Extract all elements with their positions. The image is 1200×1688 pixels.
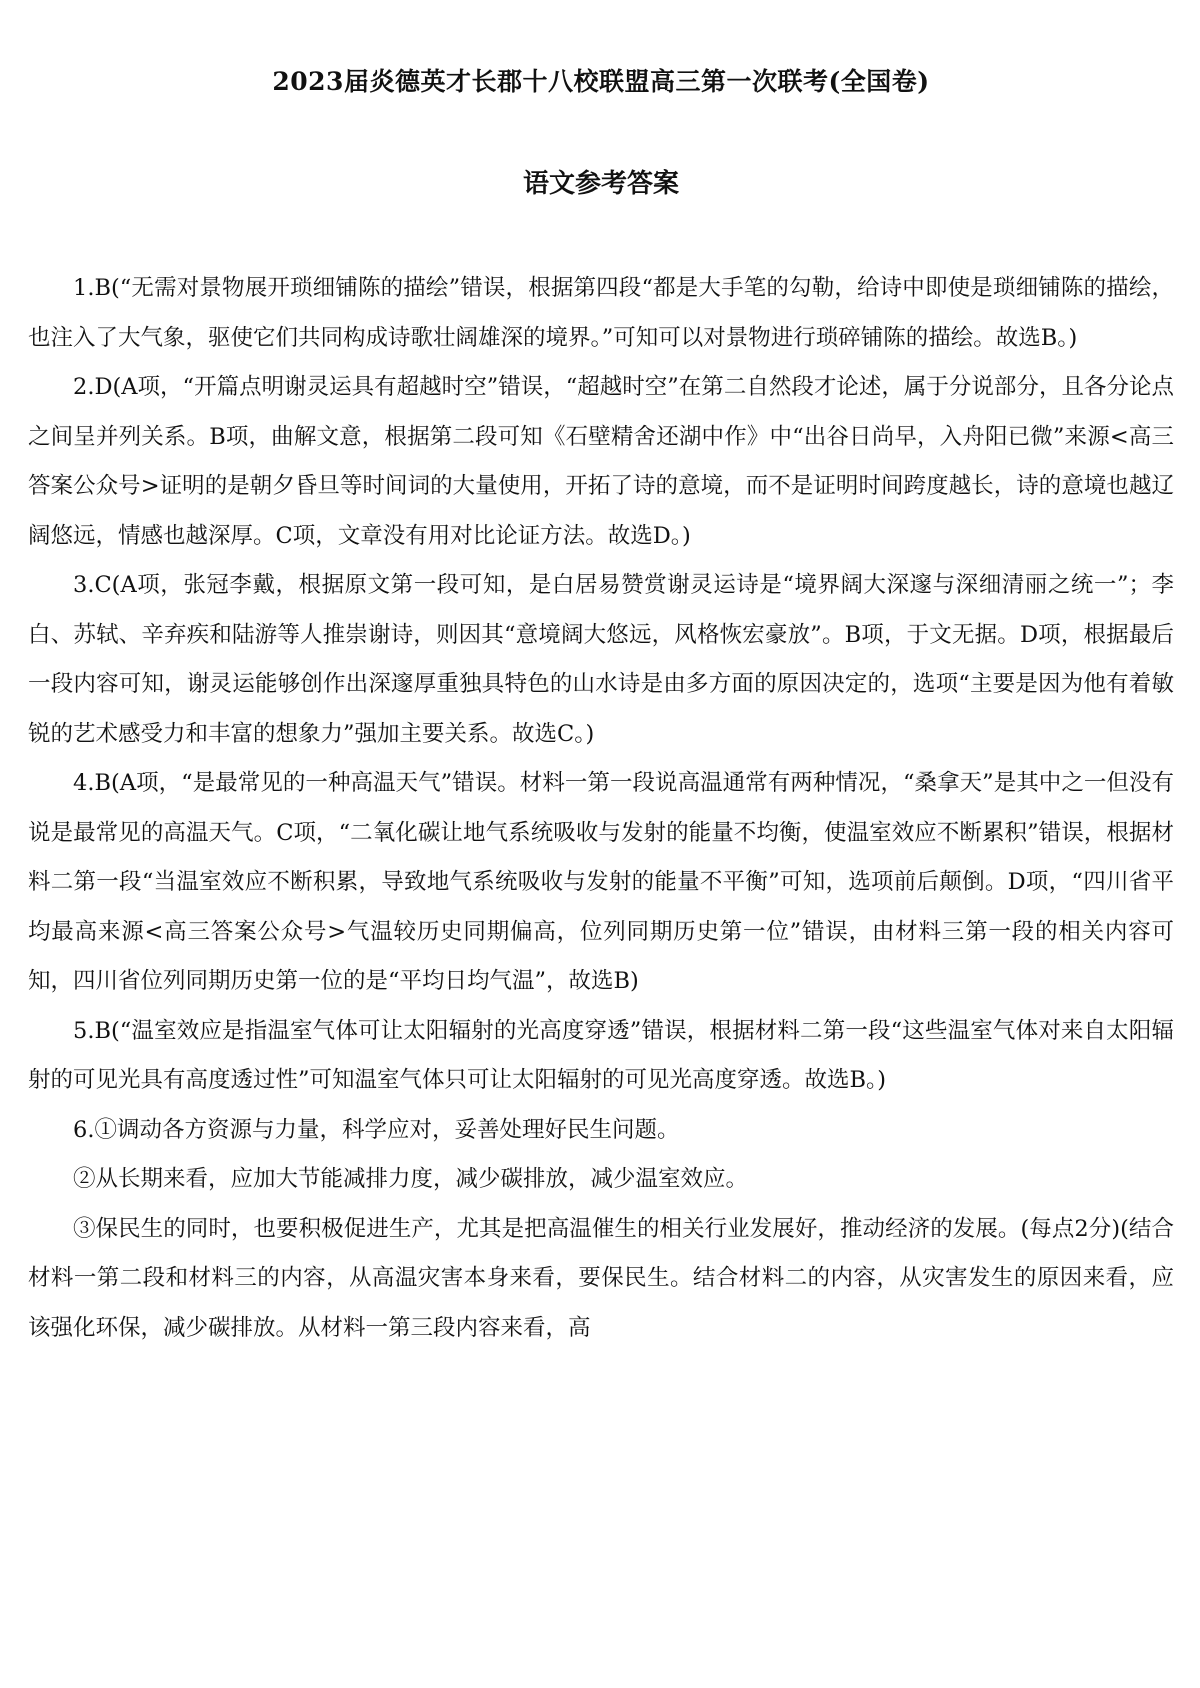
answer-item-4: 4.B(A项，“是最常见的一种高温天气”错误。材料一第一段说高温通常有两种情况，“桑拿天”是其中之一但没有说是最常见的高温天气。C项，“二氧化碳让地气系统吸收与发射的能量不均衡，使温室效应不断累积”错误，根据材料二第一段“当温室效应不断积累，导致地气系统吸收与发射的能量不平衡”可知，选项前后颠倒。D项，“四川省平均最高来源<高三答案公众号>气温较历史同期偏高，位列同期历史第一位”错误，由材料三第一段的相关内容可知，四川省位列同期历史第一位的是“平均日均气温”，故选B) (28, 770, 1174, 994)
page-title: 2023届炎德英才长郡十八校联盟高三第一次联考(全国卷) (272, 67, 930, 96)
answer-item-6-point-2: ②从长期来看，应加大节能减排力度，减少碳排放，减少温室效应。 (73, 1166, 749, 1192)
answer-item-6-point-3: ③保民生的同时，也要积极促进生产，尤其是把高温催生的相关行业发展好，推动经济的发展。(每点2分)(结合材料一第二段和材料三的内容，从高温灾害本身来看，要保民生。结合材料二的内容，从灾害发生的原因来看，应该强化环保，减少碳排放。从材料一第三段内容来看，高 (28, 1215, 1174, 1341)
answer-item-6-point-1: 6.①调动各方资源与力量，科学应对，妥善处理好民生问题。 (73, 1116, 680, 1143)
answer-body (28, 264, 1174, 1353)
answer-item-1: 1.B(“无需对景物展开琐细铺陈的描绘”错误，根据第四段“都是大手笔的勾勒，给诗中即使是琐细铺陈的描绘，也注入了大气象，驱使它们共同构成诗歌壮阔雄深的境界。”可知可以对景物进行琐碎铺陈的描绘。故选B。) (28, 275, 1174, 351)
answer-item-5: 5.B(“温室效应是指温室气体可让太阳辐射的光高度穿透”错误，根据材料二第一段“这些温室气体对来自太阳辐射的可见光具有高度透过性”可知温室气体只可让太阳辐射的可见光高度穿透。故选B。) (28, 1017, 1174, 1093)
answer-item-2: 2.D(A项，“开篇点明谢灵运具有超越时空”错误，“超越时空”在第二自然段才论述，属于分说部分，且各分论点之间呈并列关系。B项，曲解文意，根据第二段可知《石壁精舍还湖中作》中“出谷日尚早，入舟阳已微”来源<高三答案公众号>证明的是朝夕昏旦等时间词的大量使用，开拓了诗的意境，而不是证明时间跨度越长，诗的意境也越辽阔悠远，情感也越深厚。C项，文章没有用对比论证方法。故选D。) (28, 374, 1174, 549)
answer-item-3: 3.C(A项，张冠李戴，根据原文第一段可知，是白居易赞赏谢灵运诗是“境界阔大深邃与深细清丽之统一”；李白、苏轼、辛弃疾和陆游等人推崇谢诗，则因其“意境阔大悠远，风格恢宏豪放”。B项，于文无据。D项，根据最后一段内容可知，谢灵运能够创作出深邃厚重独具特色的山水诗是由多方面的原因决定的，选项“主要是因为他有着敏锐的艺术感受力和丰富的想象力”强加主要关系。故选C。) (28, 572, 1174, 747)
page-subtitle: 语文参考答案 (522, 169, 679, 199)
